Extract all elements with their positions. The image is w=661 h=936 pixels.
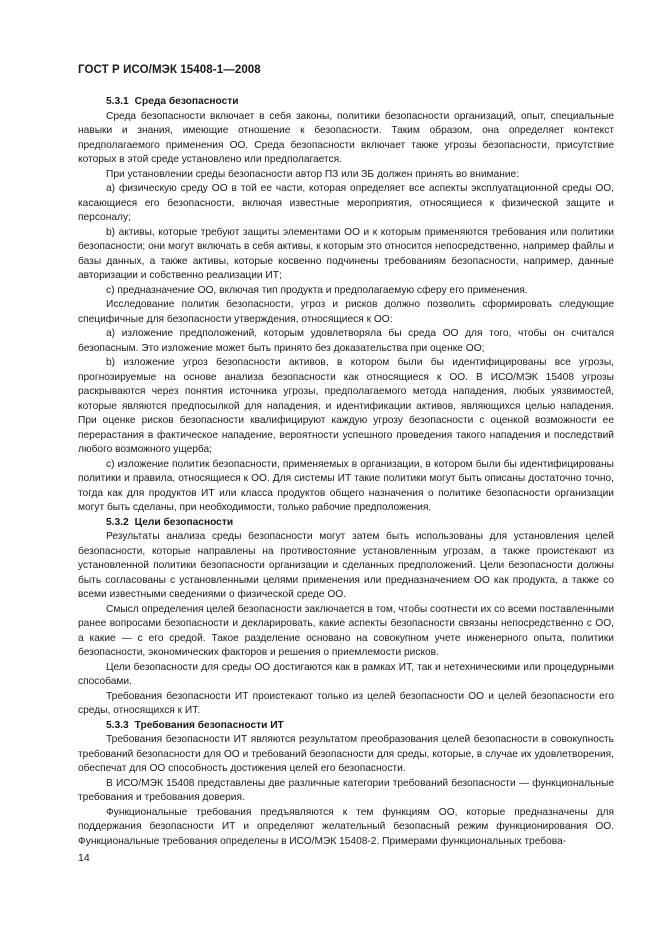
section-title: Цели безопасности (134, 516, 234, 528)
list-item: a) физическую среду ОО в той ее части, которая определяет все аспекты эксплуатационной среды ОО, касающиеся его безопасности, включая известные мероприятия, относящиеся к физической защите и персоналу; (78, 183, 614, 223)
paragraph: Результаты анализа среды безопасности могут затем быть использованы для установления целей безопасности, которые направлены на противостояние установленным угрозам, а также проистекают из установленной политики безопасности организации и сделанных предположений. Цели безопасности должны быть согласованы с установленными целями применения или предназначением ОО как продукта, а также со всеми известными сведениями о физической среде ОО. (78, 531, 614, 600)
document-body (78, 95, 614, 849)
section-title: Требования безопасности ИТ (134, 719, 284, 731)
section-heading (78, 95, 614, 110)
section-heading (78, 719, 614, 734)
paragraph: Цели безопасности для среды ОО достигаются как в рамках ИТ, так и нетехническими или процедурными способами. (78, 661, 614, 687)
section-heading (78, 516, 614, 531)
paragraph: При установлении среды безопасности автор ПЗ или ЗБ должен принять во внимание: (106, 168, 520, 180)
page-number: 14 (78, 852, 90, 864)
list-item: a) изложение предположений, которым удовлетворяла бы среда ОО для того, чтобы он считался безопасным. Это изложение может быть принято без доказательства при оценке ОО; (78, 328, 614, 354)
section-number: 5.3.2 (106, 516, 129, 528)
list-item: b) активы, которые требуют защиты элементами ОО и к которым применяются требования или политики безопасности; они могут включать в себя активы, к которым это относится непосредственно, например файлы и базы данных, а также активы, которые косвенно подчинены требованиям безопасности, например, данные авторизации и собственно реализации ИТ; (78, 226, 614, 281)
document-header: ГОСТ Р ИСО/МЭК 15408-1—2008 (78, 64, 261, 76)
section-title: Среда безопасности (134, 96, 239, 107)
paragraph: Смысл определения целей безопасности заключается в том, чтобы соотнести их со всеми поставленными ранее вопросами безопасности и декларировать, какие аспекты безопасности связаны непосредственно с ОО, а какие — с его средой. Такое разделение основано на совокупном учете инженерного опыта, политики безопасности, экономических факторов и решения о приемлемости рисков. (78, 603, 615, 658)
paragraph: В ИСО/МЭК 15408 представлены две различные категории требований безопасности — функциональные требования и требования доверия. (78, 777, 614, 803)
paragraph: Среда безопасности включает в себя законы, политики безопасности организаций, опыт, специальные навыки и знания, имеющие отношение к безопасности. Таким образом, она определяет контекст предполагаемого применения ОО. Среда безопасности включает также угрозы безопасности, присутствие которых в этой среде установлено или предполагается. (78, 110, 614, 165)
list-item: c) предназначение ОО, включая тип продукта и предполагаемую сферу его применения. (106, 284, 528, 296)
paragraph: Требования безопасности ИТ проистекают только из целей безопасности ОО и целей безопасности его среды, относящихся к ИТ. (78, 690, 614, 716)
list-item: b) изложение угроз безопасности активов, в котором были бы идентифицированы все угрозы, прогнозируемые на основе анализа безопасности как относящиеся к ОО. В ИСО/МЭК 15408 угрозы раскрываются через понятия источника угрозы, предполагаемого метода нападения, любых уязвимостей, которые являются предпосылкой для нападения, и идентификации активов, являющихся целью нападения. При оценке рисков безопасности квалифицируют каждую угрозу безопасности с оценкой возможности ее перерастания в фактическое нападение, вероятности успешного проведения такого нападения и последствий любого возможного ущерба; (78, 357, 614, 455)
list-item: c) изложение политик безопасности, применяемых в организации, в котором были бы идентифицированы политики и правила, относящиеся к ОО. Для системы ИТ такие политики могут быть описаны достаточно точно, тогда как для продуктов ИТ или класса продуктов общего назначения о политике безопасности организации могут быть сделаны, при необходимости, только рабочие предположения. (78, 458, 614, 513)
section-number: 5.3.1 (106, 96, 129, 107)
paragraph: Требования безопасности ИТ являются результатом преобразования целей безопасности в совокупность требований безопасности для ОО и требований безопасности для среды, которые, в случае их удовлетворения, обеспечат для ОО способность достижения целей его безопасности. (78, 734, 614, 774)
section-number: 5.3.3 (106, 719, 129, 731)
paragraph: Исследование политик безопасности, угроз и рисков должно позволить сформировать следующие специфичные для безопасности утверждения, относящиеся к ОО: (78, 299, 614, 325)
paragraph: Функциональные требования предъявляются к тем функциям ОО, которые предназначены для поддержания безопасности ИТ и определяют желательный безопасный режим функционирования ОО. Функциональные требования определены в ИСО/МЭК 15408-2. Примерами функциональных требова- (78, 806, 614, 847)
